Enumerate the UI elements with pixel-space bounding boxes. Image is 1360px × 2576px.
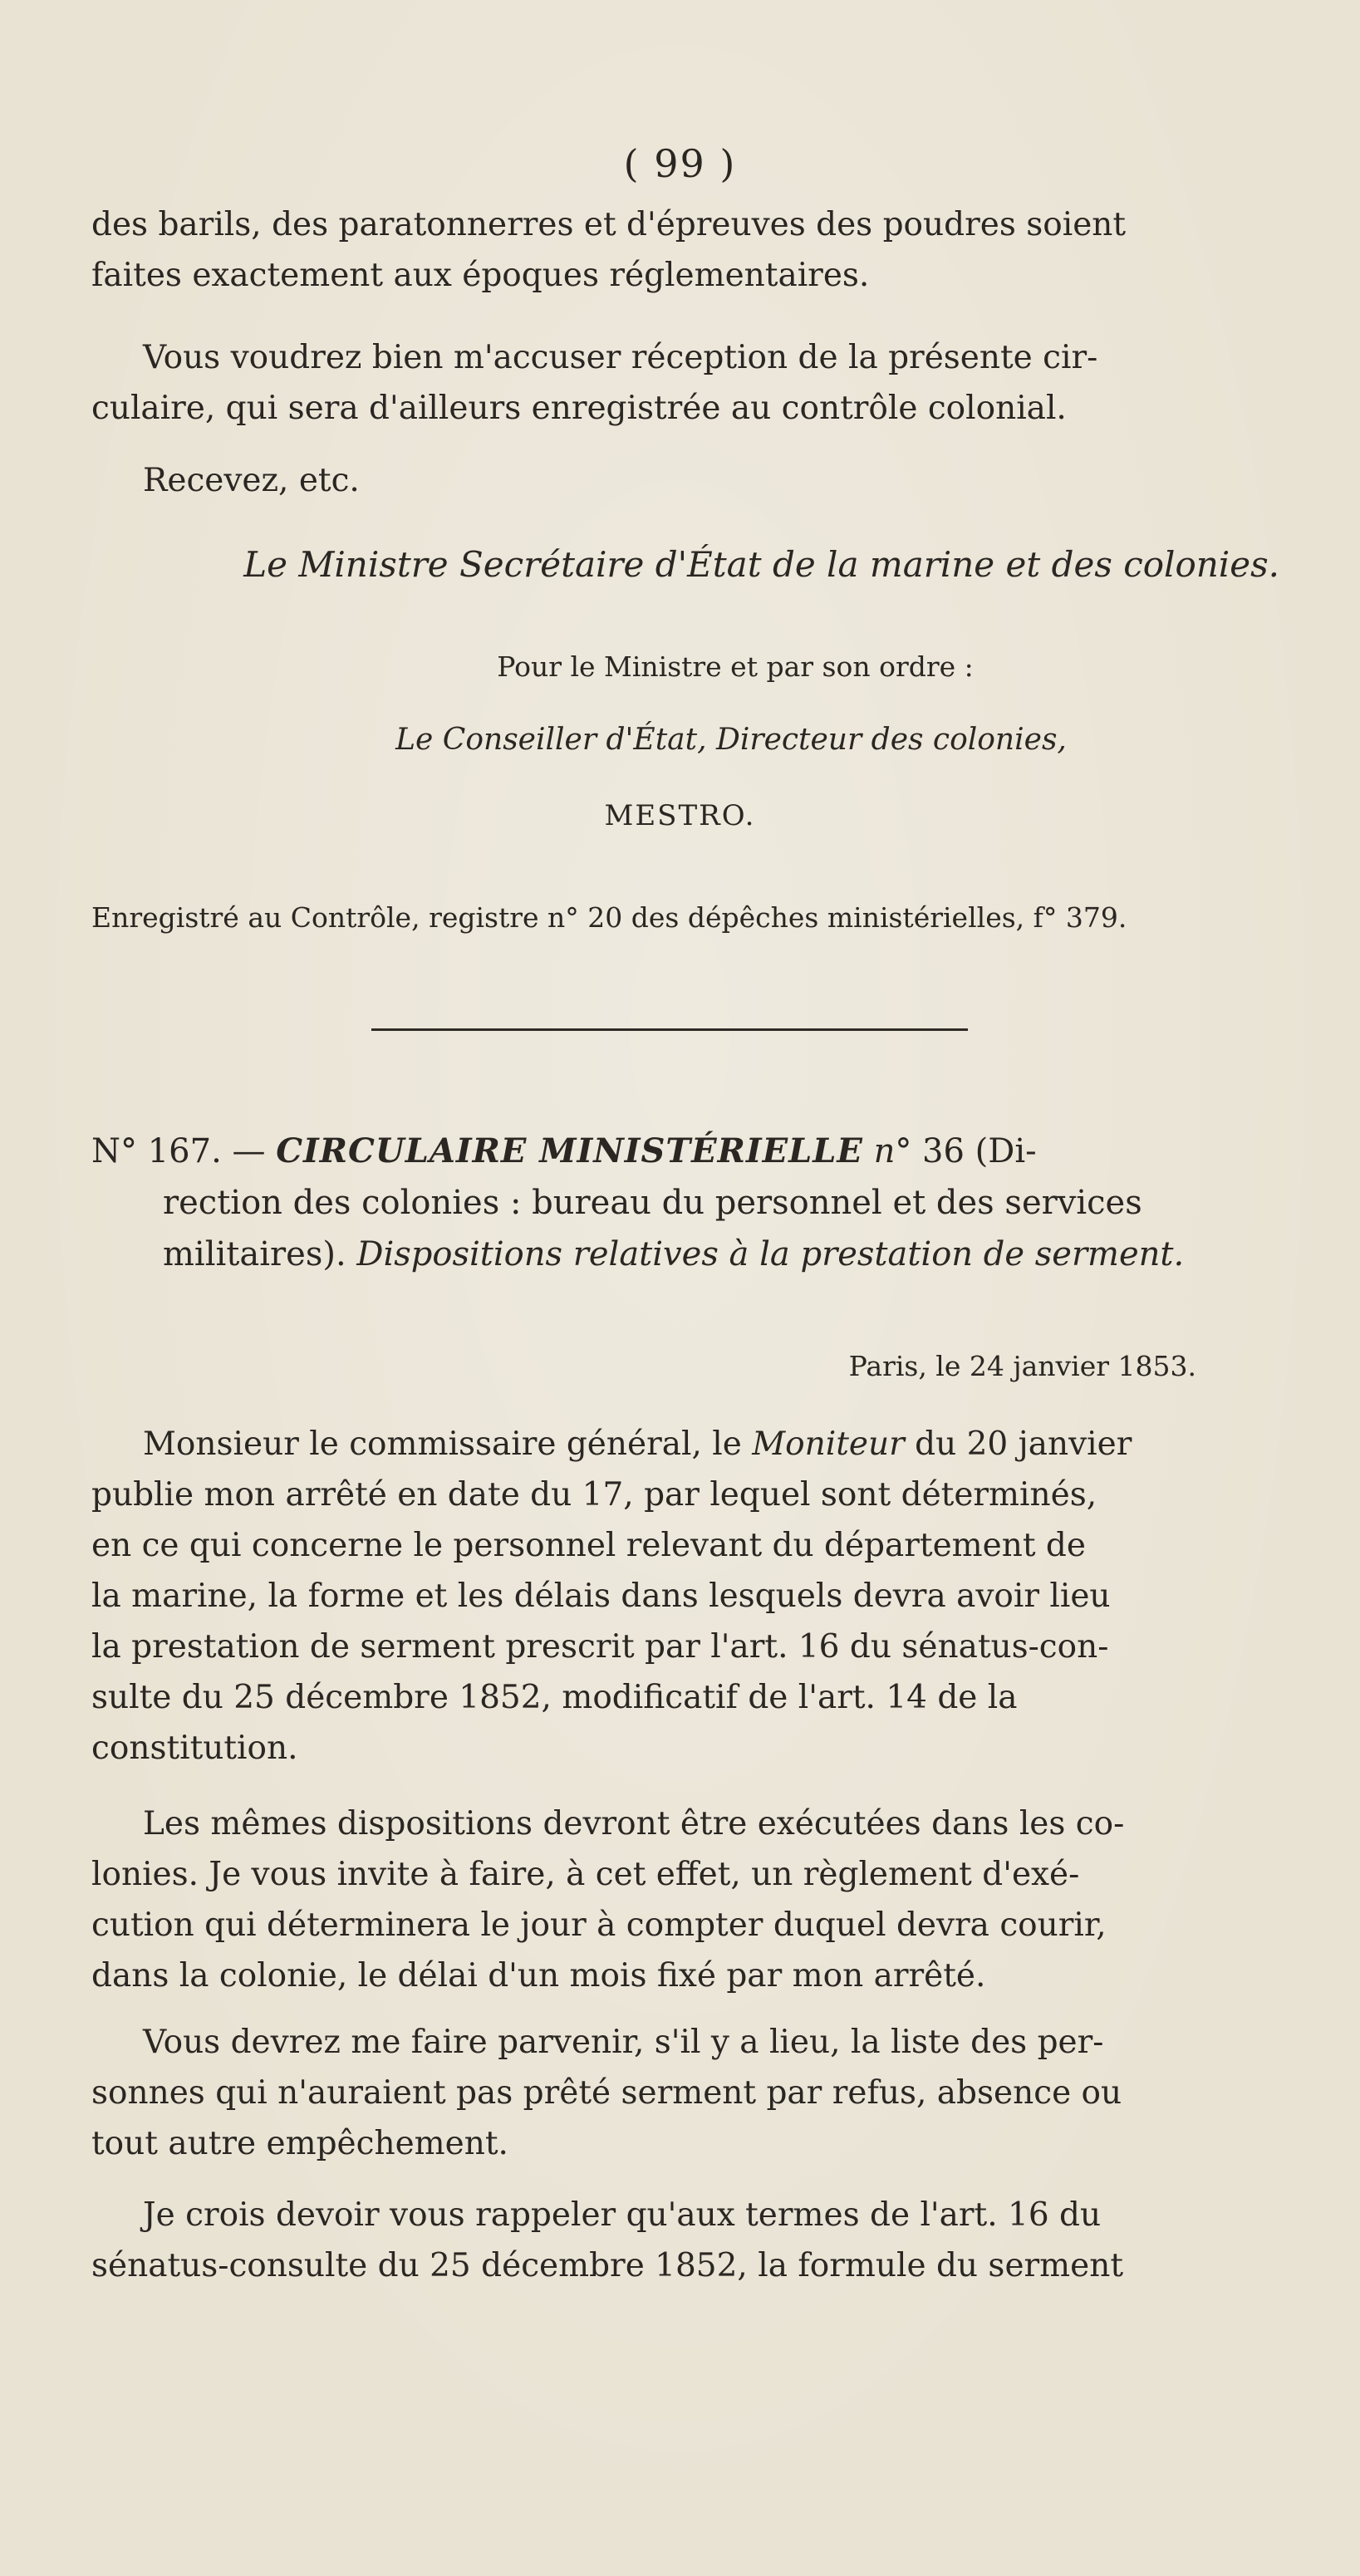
text-line: Vous voudrez bien m'accuser réception de la présente cir- [143,339,1098,376]
section-divider [371,1028,968,1031]
text-line: sénatus-consulte du 25 décembre 1852, la formule du serment [91,2247,1124,2284]
text-line: sulte du 25 décembre 1852, modificatif de l'art. 14 de la [91,1679,1018,1716]
paragraph-memes-dispositions [91,1798,1279,2001]
paragraph-moniteur [91,1419,1279,1774]
recevez-text: Recevez, etc. [143,462,360,499]
pour-le-ministre: Pour le Ministre et par son ordre : [497,650,974,683]
paragraph-rappeler [91,2190,1279,2291]
text-line: Je crois devoir vous rappeler qu'aux termes de l'art. 16 du [143,2196,1102,2234]
paragraph-top [91,199,1279,301]
text-line: Vous devrez me faire parvenir, s'il y a lieu, la liste des per- [143,2024,1104,2061]
text-line: lonies. Je vous invite à faire, à cet effet, un règlement d'exé- [91,1856,1080,1893]
text-line: Les mêmes dispositions devront être exécutées dans les co- [143,1805,1125,1842]
text-line: des barils, des paratonnerres et d'épreuves des poudres soient [91,206,1127,243]
circular-num-value: 36 [922,1132,965,1170]
minister-signature: Le Ministre Secrétaire d'État de la marine et des colonies. [243,544,1279,585]
text-line: la marine, la forme et les délais dans lesquels devra avoir lieu [91,1577,1111,1615]
text-line: cution qui déterminera le jour à compter duquel devra courir, [91,1906,1107,1944]
circular-title: CIRCULAIRE MINISTÉRIELLE [276,1131,863,1170]
text-segment: Monsieur le commissaire général, le [143,1425,742,1463]
text-line: faites exactement aux époques réglementaires. [91,257,870,294]
signatory-name: MESTRO. [604,799,756,832]
text-line [91,1419,1279,1470]
text-line: constitution. [91,1730,298,1767]
paragraph-faire-parvenir [91,2017,1279,2169]
heading-subject: Dispositions relatives à la prestation de serment. [356,1235,1185,1273]
circular-heading [91,1126,1279,1280]
circular-line1-tail: (Di- [975,1132,1037,1170]
text-segment: du 20 janvier [915,1425,1132,1463]
moniteur-title: Moniteur [752,1425,905,1463]
heading-line-2: rection des colonies : bureau du personnel et des services [163,1184,1142,1222]
paragraph-accuser-reception [91,332,1279,434]
circular-num-label: n° [873,1132,912,1170]
heading-line-3-plain: militaires). [163,1235,346,1273]
text-line: culaire, qui sera d'ailleurs enregistrée au contrôle colonial. [91,390,1067,427]
text-line: dans la colonie, le délai d'un mois fixé par mon arrêté. [91,1957,986,1995]
text-line: la prestation de serment prescrit par l'art. 16 du sénatus-con- [91,1628,1109,1666]
text-line: publie mon arrêté en date du 17, par lequel sont déterminés, [91,1476,1097,1514]
text-line: sonnes qui n'auraient pas prêté serment par refus, absence ou [91,2074,1122,2112]
text-line: tout autre empêchement. [91,2125,508,2162]
heading-line-3 [91,1229,1279,1280]
text-line: en ce qui concerne le personnel relevant du département de [91,1527,1086,1564]
registration-note: Enregistré au Contrôle, registre n° 20 des dépêches ministérielles, f° 379. [91,901,1127,934]
conseiller-line: Le Conseiller d'État, Directeur des colonies, [395,723,1067,757]
page-number: ( 99 ) [623,141,737,186]
dateline: Paris, le 24 janvier 1853. [848,1350,1196,1382]
heading-line-1 [91,1126,1279,1177]
closing-formula [91,455,1279,506]
circular-number: N° 167. — [91,1132,266,1170]
